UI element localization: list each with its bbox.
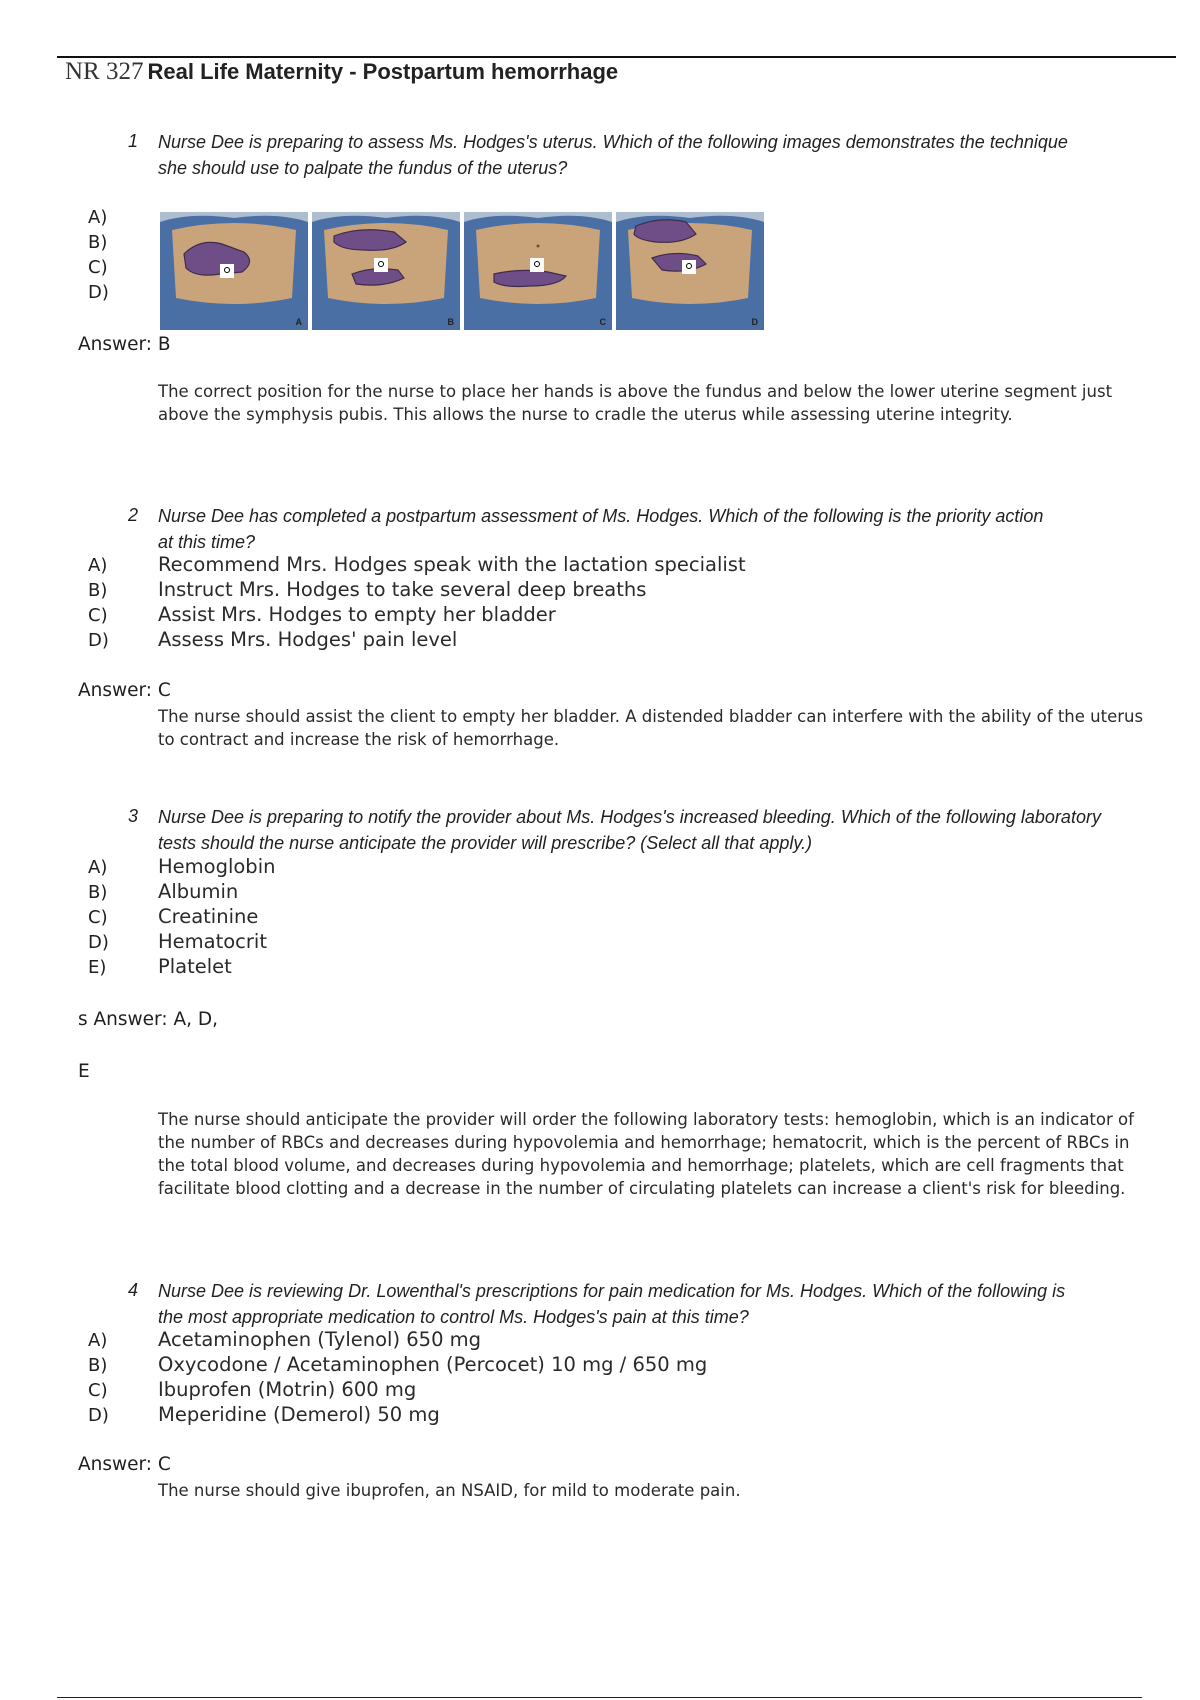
image-label-b: B (447, 317, 454, 327)
q3-option-b-text: Albumin (158, 880, 239, 903)
question-2-text: Nurse Dee has completed a postpartum assessment of Ms. Hodges. Which of the following is the priority action at this time? (158, 506, 1044, 552)
question-2-answer: Answer: C (78, 680, 171, 701)
q3-option-c-letter: C) (88, 907, 108, 928)
course-code: NR 327 (65, 58, 144, 85)
q2-option-c-letter: C) (88, 605, 108, 626)
q3-option-a-text: Hemoglobin (158, 855, 276, 878)
q3-option-b-letter: B) (88, 882, 108, 903)
q1-option-c-letter: C) (88, 257, 108, 278)
q4-option-a-text: Acetaminophen (Tylenol) 650 mg (158, 1328, 482, 1351)
question-1-answer: Answer: B (78, 334, 171, 355)
palpation-image-d (616, 212, 764, 330)
q1-option-d-letter: D) (88, 282, 109, 303)
question-4-number: 4 (128, 1280, 139, 1300)
question-1-rationale: The correct position for the nurse to place her hands is above the fundus and below the lower uterine segment just above the symphysis pubis. This allows the nurse to cradle the uterus while assessing uterine integrity. (158, 382, 1113, 424)
question-3-rationale: The nurse should anticipate the provider will order the following laboratory tests: hemoglobin, which is an indicator of the number of RBCs and decreases during hypovolemia and hemorrhage; hematocrit, which is the percent of RBCs in the total blood volume, and decreases during hypovolemia and hemorrhage; platelets, which are cell fragments that facilitate blood clotting and a decrease in the number of circulating platelets can increase a client's risk for bleeding. (158, 1110, 1134, 1198)
q2-option-d-letter: D) (88, 630, 109, 651)
question-4-rationale: The nurse should give ibuprofen, an NSAID, for mild to moderate pain. (158, 1481, 741, 1500)
question-3-text: Nurse Dee is preparing to notify the provider about Ms. Hodges's increased bleeding. Which of the following laboratory tests should the nurse anticipate the provider will prescribe? (Select all that apply.) (158, 807, 1101, 853)
q3-option-d-letter: D) (88, 932, 109, 953)
document-title: Real Life Maternity - Postpartum hemorrhage (147, 59, 619, 84)
question-4-text: Nurse Dee is reviewing Dr. Lowenthal's prescriptions for pain medication for Ms. Hodges. Which of the following is the most appropriate medication to control Ms. Hodges's pain at this time? (158, 1281, 1066, 1327)
q4-option-b-letter: B) (88, 1355, 108, 1376)
question-4-answer: Answer: C (78, 1454, 171, 1475)
q3-option-e-text: Platelet (158, 955, 232, 978)
q2-option-a-text: Recommend Mrs. Hodges speak with the lactation specialist (158, 553, 746, 576)
question-3-answer-continued: E (78, 1061, 90, 1082)
image-label-c: C (599, 317, 606, 327)
palpation-image-c (464, 212, 612, 330)
q4-option-a-letter: A) (88, 1330, 108, 1351)
q4-option-c-text: Ibuprofen (Motrin) 600 mg (158, 1378, 417, 1401)
palpation-image-a (160, 212, 308, 330)
q2-option-c-text: Assist Mrs. Hodges to empty her bladder (158, 603, 556, 626)
q3-option-a-letter: A) (88, 857, 108, 878)
q1-option-b-letter: B) (88, 232, 108, 253)
q4-option-d-letter: D) (88, 1405, 109, 1426)
image-label-a: A (295, 317, 302, 327)
question-2-rationale: The nurse should assist the client to empty her bladder. A distended bladder can interfere with the ability of the uterus to contract and increase the risk of hemorrhage. (158, 707, 1144, 749)
q4-option-d-text: Meperidine (Demerol) 50 mg (158, 1403, 440, 1426)
q3-option-d-text: Hematocrit (158, 930, 267, 953)
question-3-answer: s Answer: A, D, (78, 1009, 218, 1030)
q4-option-b-text: Oxycodone / Acetaminophen (Percocet) 10 mg / 650 mg (158, 1353, 708, 1376)
image-label-d: D (751, 317, 758, 327)
q1-option-a-letter: A) (88, 207, 108, 228)
q2-option-b-text: Instruct Mrs. Hodges to take several deep breaths (158, 578, 647, 601)
q2-option-b-letter: B) (88, 580, 108, 601)
q2-option-a-letter: A) (88, 555, 108, 576)
page-title (65, 58, 618, 86)
palpation-image-b (312, 212, 460, 330)
q4-option-c-letter: C) (88, 1380, 108, 1401)
question-1-text: Nurse Dee is preparing to assess Ms. Hodges's uterus. Which of the following images demonstrates the technique she should use to palpate the fundus of the uterus? (158, 132, 1068, 178)
question-1-number: 1 (128, 131, 139, 151)
q3-option-c-text: Creatinine (158, 905, 259, 928)
question-2-number: 2 (128, 505, 139, 525)
bottom-rule (57, 1697, 1142, 1698)
q3-option-e-letter: E) (88, 957, 107, 978)
question-3-number: 3 (128, 806, 139, 826)
q2-option-d-text: Assess Mrs. Hodges' pain level (158, 628, 458, 651)
